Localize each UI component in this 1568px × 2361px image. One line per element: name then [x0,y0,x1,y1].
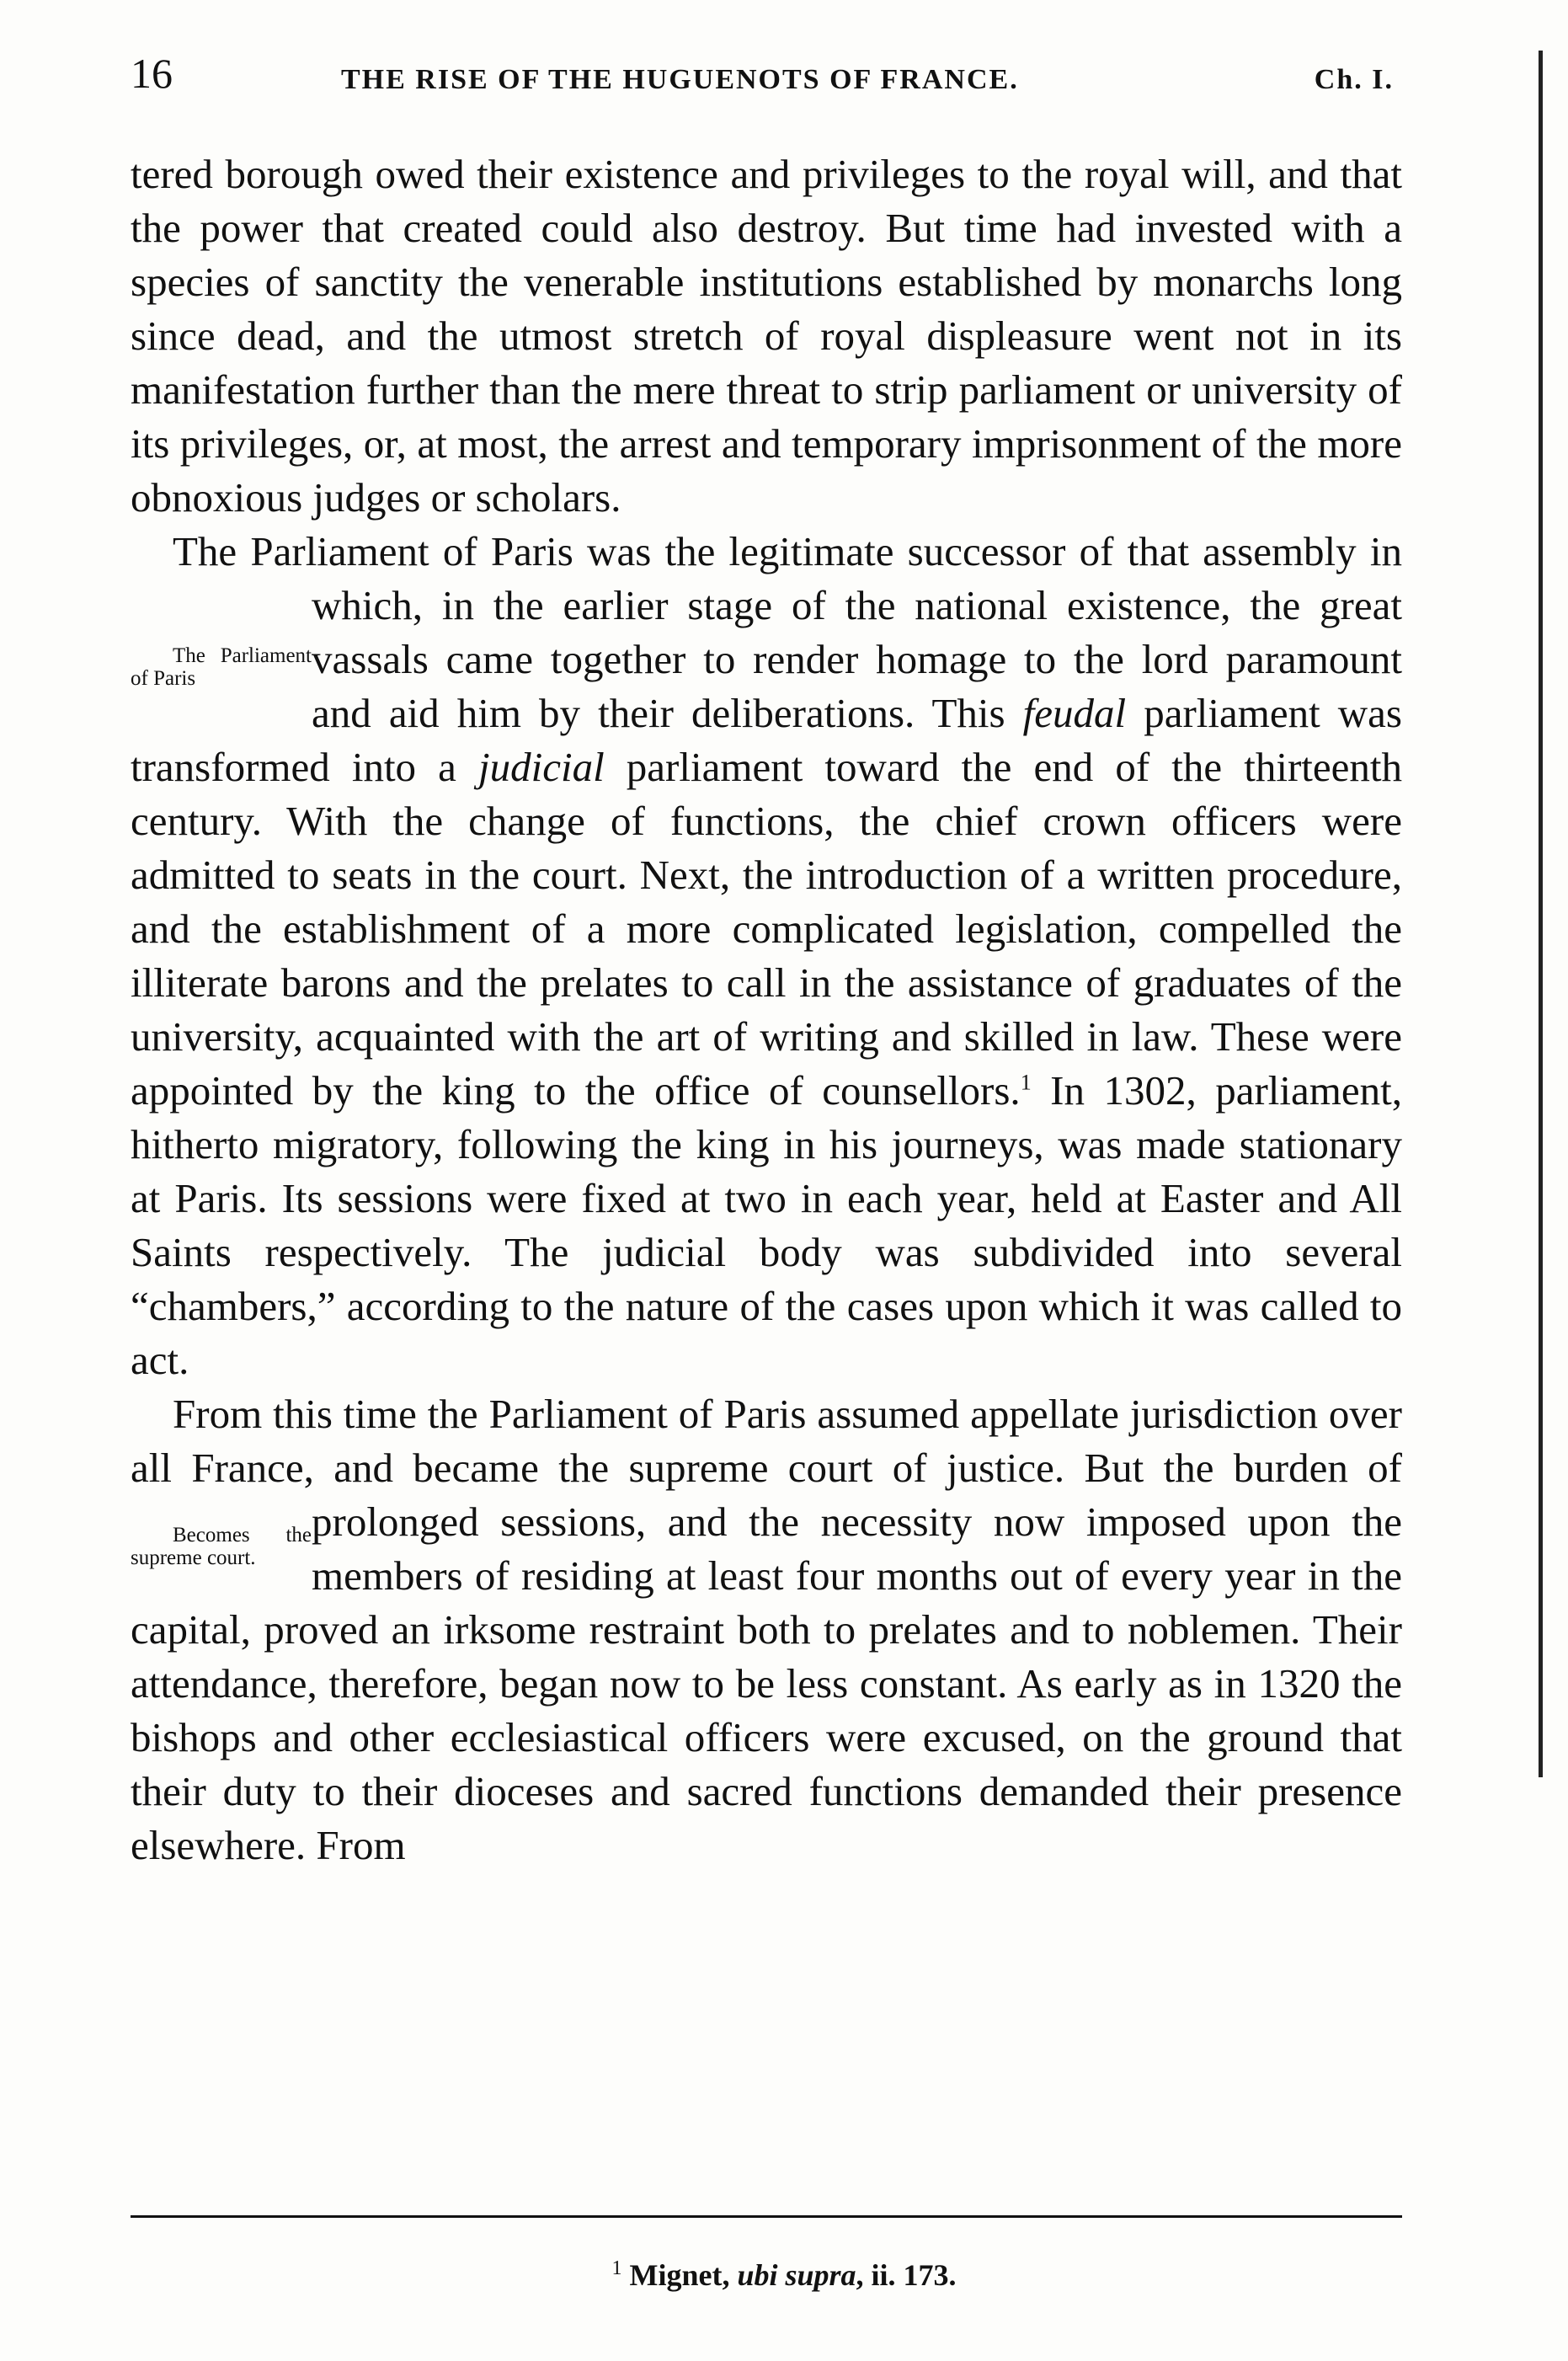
judicial-term: judicial [478,744,605,790]
page-number: 16 [131,50,173,97]
footnote-rule [131,2215,1402,2218]
footnote [0,2257,1568,2293]
paragraph-2: The Parliament of Paris The Parliament of Paris was the legitimate successor of that assembly in which, in the earlier stage of the national existence, the great vassals came together to render homage to the lord paramount and aid him by their deliberations. This feudal parliament was transformed into a judicial parliament toward the end of the thirteenth century. With the change of functions, the chief crown officers were admitted to seats in the court. Next, the introduction of a written procedure, and the establishment of a more complicated legislation, compelled the illiterate barons and the prelates to call in the assistance of graduates of the university, acquainted with the art of writing and skilled in law. These were appointed by the king to the office of counsellors.$^1$ In 1302, parliament, hitherto migratory, following the king in his journeys, was made stationary at Paris. Its sessions were fixed at two in each year, held at Easter and All Saints respectively. The judicial body was subdivided into several “chambers,” according to the nature of the cases upon which it was called to act. [131,528,1402,1383]
header-title: THE RISE OF THE HUGUENOTS OF FRANCE. [341,64,1019,95]
running-head [131,49,1394,116]
footnote-source: Mignet, [629,2258,738,2292]
paragraph-3: Becomes the supreme court. From this time the Parliament of Paris assumed appellate jurisdiction over all France, and became the supreme court of justice. But the burden of prolonged sessions, and the necessity now imposed upon the members of residing at least four months out of every year in the capital, proved an irksome restraint both to prelates and to noblemen. Their attendance, therefore, began now to be less constant. As early as in 1320 the bishops and other ecclesiastical officers were excused, on the ground that their duty to their dioceses and sacred functions demanded their presence elsewhere. From [131,1391,1402,1868]
margin-note-parliament: The Parliament of Paris [131,644,312,690]
footnote-ref-text: ubi supra [737,2258,856,2292]
footnote-loc: , ii. 173. [856,2258,957,2292]
paragraph-1: tered borough owed their existence and privileges to the royal will, and that the power that created could also destroy. But time had invested with a species of sanctity the venerable institutions established by monarchs long since dead, and the utmost stretch of royal displeasure went not in its manifestation further than the mere threat to strip parliament or university of its privileges, or, at most, the arrest and temporary imprisonment of the more obnoxious judges or scholars. [131,151,1402,521]
footnote-mark: 1 [611,2257,622,2279]
body-text [131,147,1402,1872]
margin-note-supreme-court: Becomes the supreme court. [131,1524,312,1569]
feudal-term: feudal [1022,690,1127,736]
footnote-ref: 1 [1020,1070,1032,1095]
chapter-ref: Ch. I. [1314,64,1394,95]
page-edge [1539,51,1543,1777]
